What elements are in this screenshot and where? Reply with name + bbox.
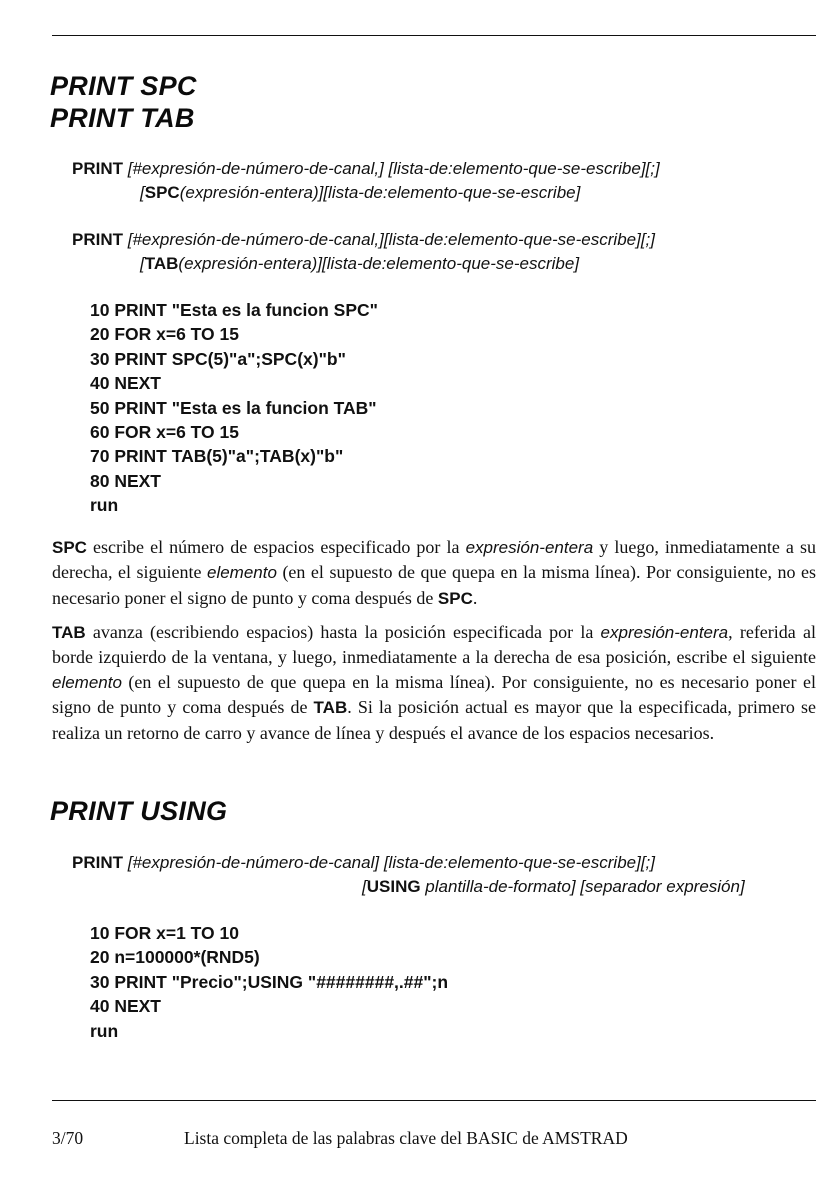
code-line: run [90, 495, 119, 516]
syntax-args: [#expresión-de-número-de-canal,] [lista-de:elemento-que-se-escribe][;] [127, 159, 660, 178]
code-listing-using [90, 921, 448, 1043]
page-number: 3/70 [52, 1128, 84, 1148]
syntax-line [72, 157, 660, 181]
section-title-print-tab: PRINT TAB [50, 103, 195, 133]
syntax-args: [#expresión-de-número-de-canal,][lista-de:elemento-que-se-escribe][;] [127, 230, 655, 249]
syntax-keyword: PRINT [72, 230, 123, 249]
paragraph-spc: SPC escribe el número de espacios especificado por la expresión-entera y luego, inmediatamente a su derecha, el siguiente elemento (en el supuesto de que quepa en la misma línea). Por consiguiente, no es necesario poner el signo de punto y coma después de SPC. [52, 537, 817, 608]
code-line: 40 NEXT [90, 373, 161, 394]
syntax-block-spc [72, 157, 660, 205]
footer-caption: Lista completa de las palabras clave del BASIC de AMSTRAD [184, 1128, 628, 1148]
syntax-keyword-tab: TAB [144, 254, 179, 273]
code-line: 30 PRINT SPC(5)"a";SPC(x)"b" [90, 348, 346, 369]
syntax-line [72, 228, 655, 252]
syntax-keyword: PRINT [72, 853, 123, 872]
section-title-print-using: PRINT USING [50, 796, 228, 826]
section-title-print-spc: PRINT SPC [50, 71, 197, 101]
code-listing-spc-tab [90, 298, 378, 518]
syntax-block-tab [72, 228, 655, 276]
code-line: 10 PRINT "Esta es la funcion SPC" [90, 300, 378, 320]
paragraph-tab: TAB avanza (escribiendo espacios) hasta la posición especificada por la expresión-entera, referida al borde izquierdo de la ventana, y luego, inmediatamente a la derecha de esa posición, escribe el siguiente elemento (en el supuesto de que quepa en la misma línea). Por consiguiente, no es necesario poner el signo de punto y coma después de TAB. Si la posición actual es mayor que la especificada, primero se realiza un retorno de carro y avance de línea y después el avance de los espacios necesarios. [52, 622, 816, 743]
syntax-keyword: PRINT [72, 159, 123, 178]
code-line: 80 NEXT [90, 470, 161, 491]
top-rule [52, 35, 816, 36]
syntax-line: [USING plantilla-de-formato] [separador expresión] [362, 877, 745, 896]
syntax-block-using [72, 851, 745, 899]
code-line: 20 n=100000*(RND5) [90, 947, 260, 968]
syntax-line: [TAB(expresión-entera)][lista-de:elemento-que-se-escribe] [140, 254, 580, 273]
code-line: 10 FOR x=1 TO 10 [90, 923, 239, 943]
syntax-keyword-using: USING [366, 877, 421, 896]
code-line: 30 PRINT "Precio";USING "########,.##";n [90, 971, 449, 992]
code-line: 50 PRINT "Esta es la funcion TAB" [90, 397, 377, 418]
code-line: 40 NEXT [90, 996, 161, 1017]
code-line: run [90, 1020, 119, 1041]
syntax-line [72, 851, 745, 875]
syntax-keyword-spc: SPC [144, 183, 180, 202]
code-line: 20 FOR x=6 TO 15 [90, 324, 239, 345]
syntax-line: [SPC(expresión-entera)][lista-de:elemento-que-se-escribe] [140, 183, 581, 202]
code-line: 60 FOR x=6 TO 15 [90, 422, 239, 443]
syntax-args: [#expresión-de-número-de-canal] [lista-de:elemento-que-se-escribe][;] [127, 853, 655, 872]
code-line: 70 PRINT TAB(5)"a";TAB(x)"b" [90, 446, 344, 467]
footer-rule [52, 1100, 816, 1101]
